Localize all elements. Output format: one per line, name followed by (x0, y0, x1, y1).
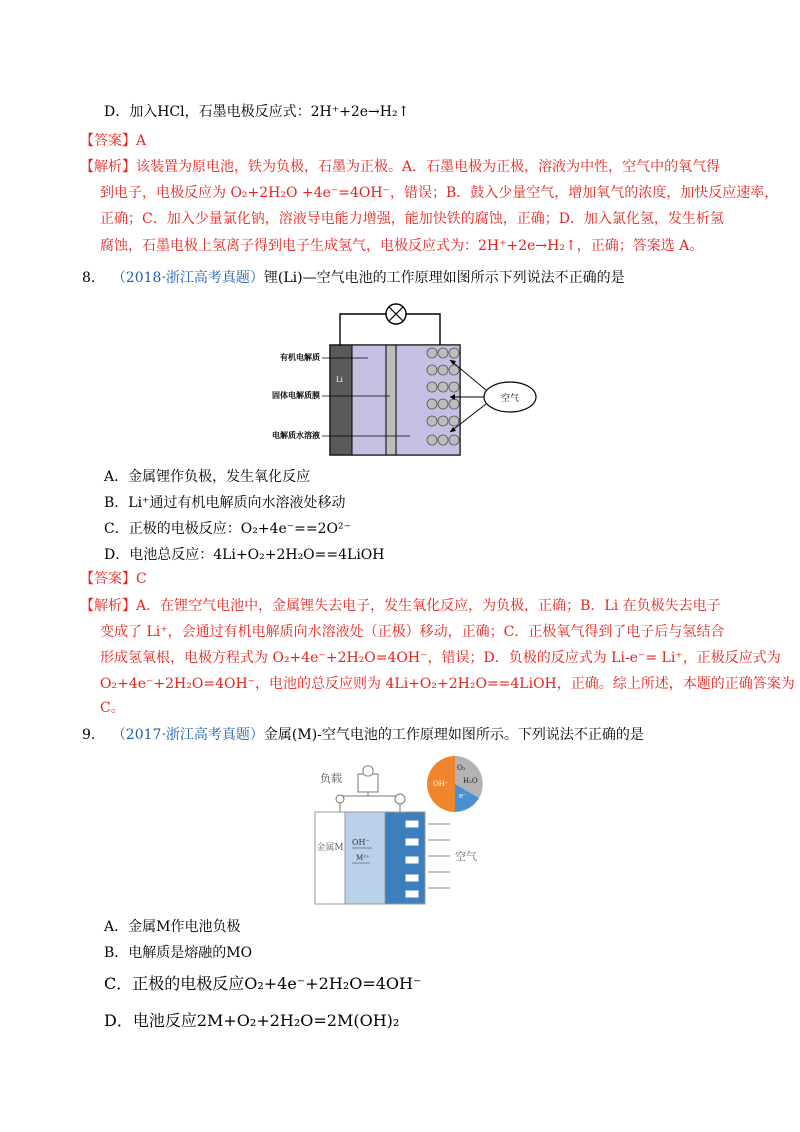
q8-answer (80, 569, 147, 589)
q9-option-d: D．电池反应2M+O₂+2H₂O=2M(OH)₂ (104, 1011, 400, 1030)
answer-tag: 【答案】 (80, 133, 136, 149)
question-number: 8. (82, 270, 96, 286)
q8-option-c: C．正极的电极反应：O₂+4e⁻==2O²⁻ (104, 521, 351, 537)
label-aqueous: 电解质水溶液 (272, 430, 320, 440)
question-source: （2018·浙江高考真题） (111, 270, 264, 286)
metal-electrode (315, 812, 345, 904)
label-m2: M²⁺ (356, 854, 370, 862)
label-air: 空气 (455, 850, 477, 863)
explain-tag: 【解析】 (80, 159, 136, 175)
q9-option-a: A．金属M作电池负极 (104, 919, 241, 935)
explain-tag: 【解析】 (80, 598, 136, 614)
q8-explanation-line-3: 形成氢氧根，电极方程式为 O₂+4e⁻+2H₂O=4OH⁻，错误；D．负极的反应式为 Li-e⁻= Li⁺，正极反应式为 (100, 650, 781, 666)
explain-text: A．在锂空气电池中，金属锂失去电子，发生氧化反应，为负极，正确；B．Li 在负极失去电子 (136, 598, 721, 614)
pie-label-oh: OH⁻ (433, 780, 449, 788)
q9-option-c: C．正极的电极反应O₂+4e⁻+2H₂O=4OH⁻ (104, 974, 422, 993)
label-metal: 金属M (316, 843, 344, 853)
q7-option-d-text: D．加入HCl，石墨电极反应式：2H⁺+2e→H₂↑ (104, 104, 410, 120)
stem-text: 锂(Li)—空气电池的工作原理如图所示下列说法 (263, 270, 555, 286)
stem-text: 金属(M)-空气电池的工作原理如图所示。下列说法 (263, 727, 574, 743)
label-load: 负载 (320, 772, 342, 785)
stem-end: 的是 (615, 727, 644, 743)
q8-explanation-line-4: O₂+4e⁻+2H₂O=4OH⁻，电池的总反应则为 4Li+O₂+2H₂O==4LiOH，正确。综上所述，本题的正确答案为 (100, 676, 795, 692)
q8-option-a: A．金属锂作负极，发生氧化反应 (104, 469, 311, 485)
label-solid-membrane: 固体电解质膜 (272, 390, 320, 400)
reaction-pie (427, 756, 483, 812)
metal-air-battery-diagram (300, 752, 500, 912)
li-electrode (330, 345, 352, 455)
q8-explanation-line-5: C。 (100, 700, 125, 716)
q9-stem (82, 725, 644, 745)
stem-end: 的是 (596, 270, 625, 286)
label-oh: OH⁻ (352, 838, 370, 847)
q8-explanation-line-2: 变成了 Li⁺，会通过有机电解质向水溶液处（正极）移动，正确；C．正极氧气得到了电子后与氢结合 (100, 624, 725, 640)
q8-stem (82, 268, 625, 288)
q7-explanation-line-3: 正确；C．加入少量氯化钠，溶液导电能力增强，能加快铁的腐蚀，正确；D．加入氯化氢，发生析氢 (100, 211, 724, 227)
q8-option-b: B．Li⁺通过有机电解质向水溶液处移动 (104, 495, 346, 511)
label-organic: 有机电解质 (280, 352, 320, 362)
pie-label-e: e⁻ (459, 792, 467, 800)
q7-explanation-line-2: 到电子，电极反应为 O₂+2H₂O +4e⁻=4OH⁻，错误；B．鼓入少量空气，增加氧气的浓度，加快反应速率， (100, 185, 779, 201)
question-source: （2017·浙江高考真题） (111, 727, 264, 743)
emphasis-text: 不正确 (573, 727, 616, 743)
q7-explanation-line-1 (80, 157, 720, 177)
lithium-air-battery-diagram (250, 300, 540, 470)
pie-label-h2o: H₂O (463, 777, 478, 785)
q7-answer (80, 131, 146, 151)
question-number: 9. (82, 727, 96, 743)
label-li: Li (336, 376, 343, 384)
emphasis-text: 不正确 (554, 270, 597, 286)
q8-explanation-line-1 (80, 596, 721, 616)
label-air: 空气 (500, 394, 520, 404)
explain-text: 该装置为原电池，铁为负极，石墨为正极。A．石墨电极为正极，溶液为中性，空气中的氧气得 (136, 159, 721, 175)
pie-label-o2: O₂ (457, 764, 466, 772)
q8-option-d: D．电池总反应：4Li+O₂+2H₂O==4LiOH (104, 547, 385, 563)
answer-tag: 【答案】 (80, 571, 136, 587)
q7-option-d (104, 102, 409, 122)
load-box (358, 774, 378, 792)
q7-explanation-line-4: 腐蚀，石墨电极上氢离子得到电子生成氢气，电极反应式为：2H⁺+2e→H₂↑，正确；答案选 A。 (100, 238, 704, 254)
answer-value: C (136, 571, 147, 587)
q9-option-b: B．电解质是熔融的MO (104, 945, 253, 961)
answer-value: A (136, 133, 147, 149)
